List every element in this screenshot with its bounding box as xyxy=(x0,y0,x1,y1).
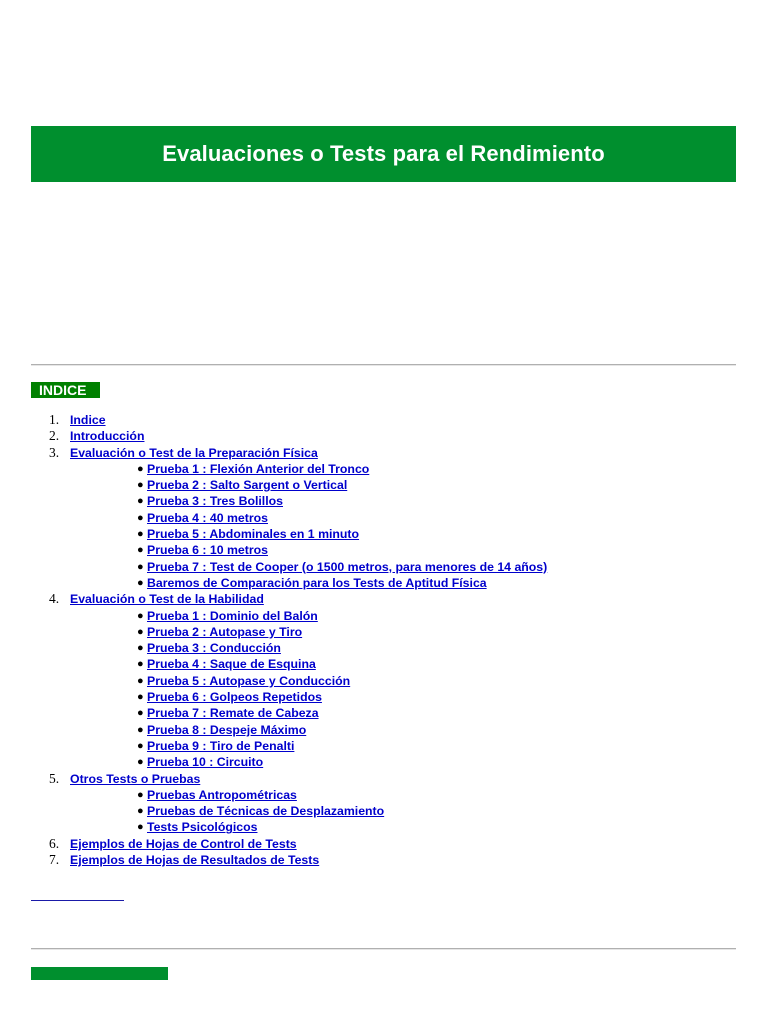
toc-sublink[interactable]: Prueba 1 : Dominio del Balón xyxy=(147,608,318,623)
bullet-icon: ● xyxy=(137,528,144,541)
bullet-icon: ● xyxy=(137,756,144,769)
toc-link[interactable]: Introducción xyxy=(70,429,145,444)
toc-item-number: 2. xyxy=(49,428,60,444)
toc-item-number: 4. xyxy=(49,591,60,607)
bullet-icon: ● xyxy=(137,658,144,671)
bullet-icon: ● xyxy=(137,462,144,475)
toc-sublink[interactable]: Prueba 6 : 10 metros xyxy=(147,543,268,558)
page-title: Evaluaciones o Tests para el Rendimiento xyxy=(162,141,605,166)
toc-sublink[interactable]: Prueba 9 : Tiro de Penalti xyxy=(147,738,295,753)
toc-link[interactable]: Ejemplos de Hojas de Resultados de Tests xyxy=(70,853,320,868)
toc-sublink[interactable]: Prueba 3 : Tres Bolillos xyxy=(147,494,283,509)
toc-sublink[interactable]: Prueba 4 : Saque de Esquina xyxy=(147,657,316,672)
bullet-icon: ● xyxy=(137,723,144,736)
toc-link[interactable]: Indice xyxy=(70,413,106,427)
empty-link-underline[interactable] xyxy=(31,900,124,901)
toc-sublink[interactable]: Prueba 3 : Conducción xyxy=(147,641,281,656)
bullet-icon: ● xyxy=(137,805,144,818)
toc-sublink[interactable]: Prueba 4 : 40 metros xyxy=(147,510,268,525)
bullet-icon: ● xyxy=(137,625,144,638)
toc-sublink[interactable]: Prueba 5 : Abdominales en 1 minuto xyxy=(147,527,360,542)
toc-item-number: 5. xyxy=(49,770,60,786)
bullet-icon: ● xyxy=(137,495,144,508)
bullet-icon: ● xyxy=(137,707,144,720)
footer-green-bar xyxy=(31,967,168,980)
bullet-icon: ● xyxy=(137,788,144,801)
toc-sublink[interactable]: Tests Psicológicos xyxy=(147,820,258,835)
toc-sublink[interactable]: Prueba 6 : Golpeos Repetidos xyxy=(147,690,322,705)
toc-link[interactable]: Otros Tests o Pruebas xyxy=(70,771,201,786)
bullet-icon: ● xyxy=(137,511,144,524)
toc-sublink[interactable]: Prueba 8 : Despeje Máximo xyxy=(147,722,307,737)
toc-sublink[interactable]: Prueba 5 : Autopase y Conducción xyxy=(147,673,351,688)
bullet-icon: ● xyxy=(137,479,144,492)
toc-sublink[interactable]: Prueba 7 : Test de Cooper (o 1500 metros, para menores de 14 años) xyxy=(147,559,548,574)
index-section-label: INDICE xyxy=(31,382,100,398)
toc-link[interactable]: Evaluación o Test de la Habilidad xyxy=(70,592,264,607)
toc-sublink[interactable]: Prueba 1 : Flexión Anterior del Tronco xyxy=(147,461,370,476)
toc-sublink[interactable]: Baremos de Comparación para los Tests de Aptitud Física xyxy=(147,575,487,590)
bullet-icon: ● xyxy=(137,544,144,557)
bullet-icon: ● xyxy=(137,821,144,834)
bullet-icon: ● xyxy=(137,609,144,622)
toc-sublink[interactable]: Prueba 2 : Salto Sargent o Vertical xyxy=(147,478,348,493)
toc-item-number: 1. xyxy=(49,412,60,427)
bullet-icon: ● xyxy=(137,739,144,752)
bullet-icon: ● xyxy=(137,691,144,704)
bullet-icon: ● xyxy=(137,642,144,655)
toc-item-number: 7. xyxy=(49,852,60,868)
toc-item-number: 6. xyxy=(49,835,60,851)
toc-sublink[interactable]: Prueba 2 : Autopase y Tiro xyxy=(147,624,303,639)
toc-link[interactable]: Evaluación o Test de la Preparación Física xyxy=(70,445,318,460)
horizontal-rule-top xyxy=(31,364,736,366)
toc-sublink[interactable]: Pruebas de Técnicas de Desplazamiento xyxy=(147,804,385,819)
horizontal-rule-bottom xyxy=(31,948,736,950)
toc-sublink[interactable]: Pruebas Antropométricas xyxy=(147,787,297,802)
toc-link[interactable]: Ejemplos de Hojas de Control de Tests xyxy=(70,836,297,851)
toc-item-number: 3. xyxy=(49,444,60,460)
toc-sublink[interactable]: Prueba 7 : Remate de Cabeza xyxy=(147,706,319,721)
bullet-icon: ● xyxy=(137,560,144,573)
bullet-icon: ● xyxy=(137,576,144,589)
toc-sublink[interactable]: Prueba 10 : Circuito xyxy=(147,755,264,770)
page-title-banner xyxy=(31,126,736,182)
bullet-icon: ● xyxy=(137,674,144,687)
